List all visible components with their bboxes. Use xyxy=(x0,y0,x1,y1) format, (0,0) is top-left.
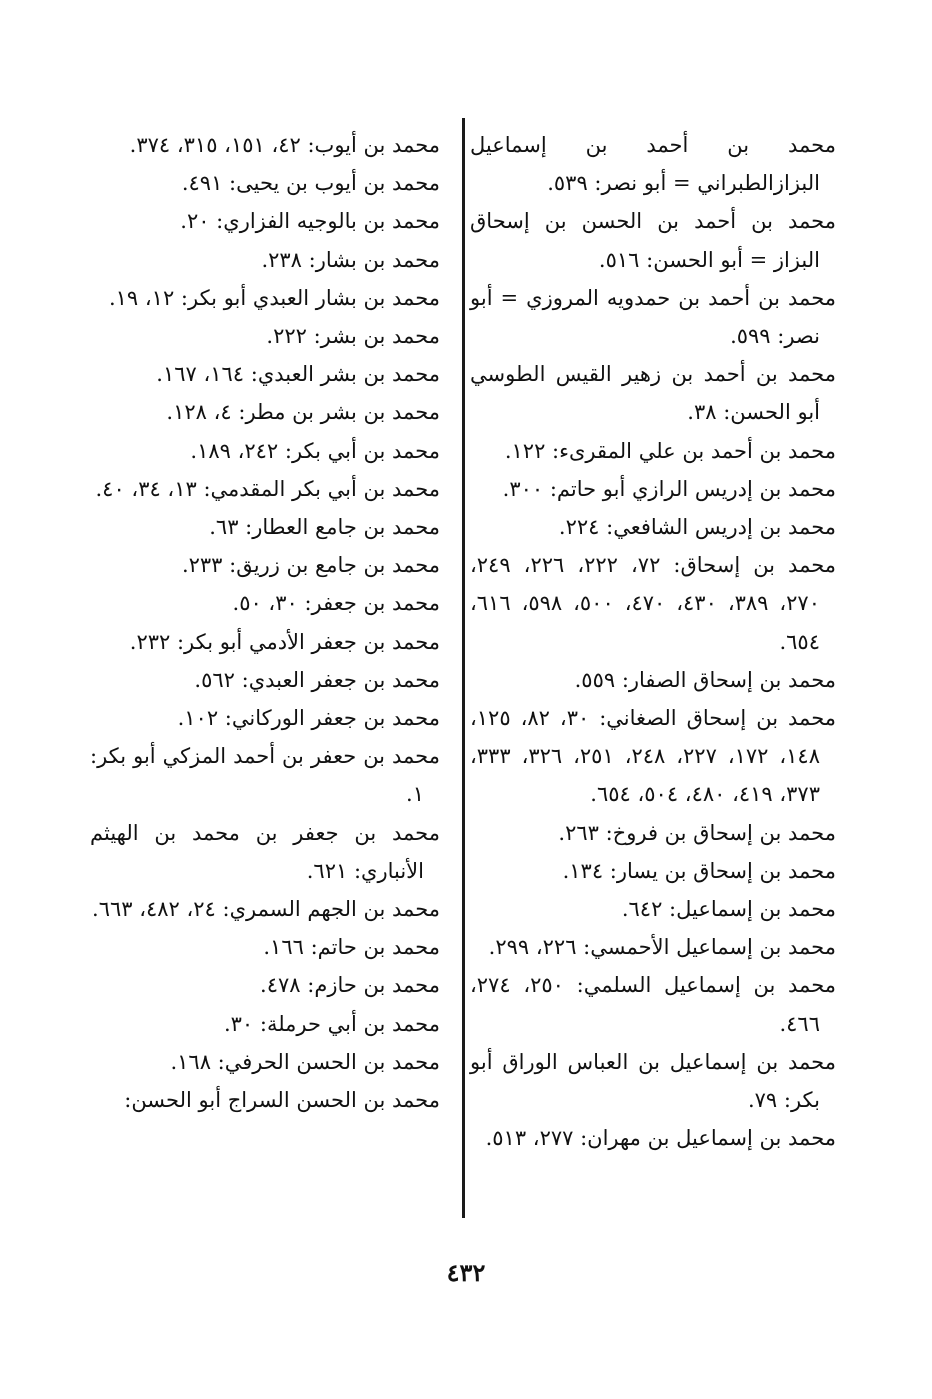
index-entry: محمد بن أيوب بن يحيى: ٤٩١. xyxy=(181,171,440,196)
index-entry: محمد بن إسحاق الصغاني: ٣٠، ٨٢، ١٢٥، ١٤٨، ١٧٢، ٢٢٧، ٢٤٨، ٢٥١، ٣٢٦، ٣٣٣، ٣٧٣، ٤١٩، ٤٨٠، ٥٠٤، ٦٥٤. xyxy=(470,706,837,807)
index-entry: محمد بن بالوجيه الفزاري: ٢٠. xyxy=(180,209,440,234)
index-entry: محمد بن إسحاق الصفار: ٥٥٩. xyxy=(574,667,836,692)
index-entry: محمد بن الحسن السراج أبو الحسن: xyxy=(124,1088,440,1113)
index-entry: محمد بن إسحاق بن يسار: ١٣٤. xyxy=(562,858,836,883)
index-entry: محمد بن إدريس الشافعي: ٢٢٤. xyxy=(558,515,836,540)
index-entry: محمد بن بشر بن مطر: ٤، ١٢٨. xyxy=(166,400,440,425)
index-entry: محمد بن إسماعيل الأحمسي: ٢٢٦، ٢٩٩. xyxy=(488,935,836,960)
index-entry: محمد بن جعفر الوركاني: ١٠٢. xyxy=(177,706,440,731)
index-entry: محمد بن حعفر بن أحمد المزكي أبو بكر: ١. xyxy=(90,744,440,807)
index-entry: محمد بن بشر العبدي: ١٦٤، ١٦٧. xyxy=(156,362,440,387)
index-entry: محمد بن إسماعيل: ٦٤٢. xyxy=(621,897,836,922)
index-entry: محمد بن أحمد بن علي المقرىء: ١٢٢. xyxy=(504,438,836,463)
column-divider xyxy=(462,118,465,1218)
index-entry: محمد بن جعفر بن محمد بن الهيثم الأنباري: ٦٢١. xyxy=(90,820,440,883)
index-entry: محمد بن بشار: ٢٣٨. xyxy=(261,247,440,272)
index-entry: محمد بن إسحاق: ٧٢، ٢٢٢، ٢٢٦، ٢٤٩، ٢٧٠، ٣٨٩، ٤٣٠، ٤٧٠، ٥٠٠، ٥٩٨، ٦١٦، ٦٥٤. xyxy=(470,553,837,654)
index-entry: محمد بن أبي بكر: ٢٤٢، ١٨٩. xyxy=(190,438,440,463)
index-entry: محمد بن أيوب: ٤٢، ١٥١، ٣١٥، ٣٧٤. xyxy=(129,133,440,157)
index-entry: محمد بن جعفر: ٣٠، ٥٠. xyxy=(232,591,440,616)
index-entry: محمد بن أحمد بن زهير القيس الطوسي أبو الحسن: ٣٨. xyxy=(470,362,836,425)
page-number: ٤٣٢ xyxy=(446,1258,486,1287)
right-column xyxy=(470,126,836,1157)
index-entry: محمد بن إسحاق بن فروخ: ٢٦٣. xyxy=(558,820,836,845)
left-column xyxy=(90,126,440,1119)
index-entry: محمد بن جامع العطار: ٦٣. xyxy=(209,515,440,540)
index-entry: محمد بن بشار العبدي أبو بكر: ١٢، ١٩. xyxy=(108,285,440,310)
index-entry: محمد بن أحمد بن الحسن بن إسحاق البزاز = أبو الحسن: ٥١٦. xyxy=(470,209,836,272)
index-entry: محمد بن جامع بن زريق: ٢٣٣. xyxy=(181,553,440,578)
index-entry: محمد بن أبي حرملة: ٣٠. xyxy=(223,1011,440,1036)
index-entry: محمد بن جعفر الأدمي أبو بكر: ٢٣٢. xyxy=(129,629,440,654)
index-entry: محمد بن حاتم: ١٦٦. xyxy=(263,935,440,960)
index-entry: محمد بن بشر: ٢٢٢. xyxy=(266,324,440,349)
index-entry: محمد بن الحسن الحرفي: ١٦٨. xyxy=(170,1049,440,1074)
index-entry: محمد بن أبي بكر المقدمي: ١٣، ٣٤، ٤٠. xyxy=(95,476,440,501)
index-entry: محمد بن إسماعيل بن العباس الوراق أبو بكر: ٧٩. xyxy=(470,1049,836,1113)
index-entry: محمد بن أحمد بن إسماعيل البزازالطبراني = أبو نصر: ٥٣٩. xyxy=(470,133,836,196)
index-entry: محمد بن حازم: ٤٧٨. xyxy=(260,973,440,998)
index-entry: محمد بن إسماعيل السلمي: ٢٥٠، ٢٧٤، ٤٦٦. xyxy=(470,973,836,1036)
index-entry: محمد بن أحمد بن حمدويه المروزي = أبو نصر: ٥٩٩. xyxy=(470,285,836,349)
index-entry: محمد بن الجهم السمري: ٢٤، ٤٨٢، ٦٦٣. xyxy=(92,897,440,922)
index-entry: محمد بن جعفر العبدي: ٥٦٢. xyxy=(194,667,440,692)
index-entry: محمد بن إسماعيل بن مهران: ٢٧٧، ٥١٣. xyxy=(485,1126,836,1151)
index-entry: محمد بن إدريس الرازي أبو حاتم: ٣٠٠. xyxy=(502,476,836,501)
